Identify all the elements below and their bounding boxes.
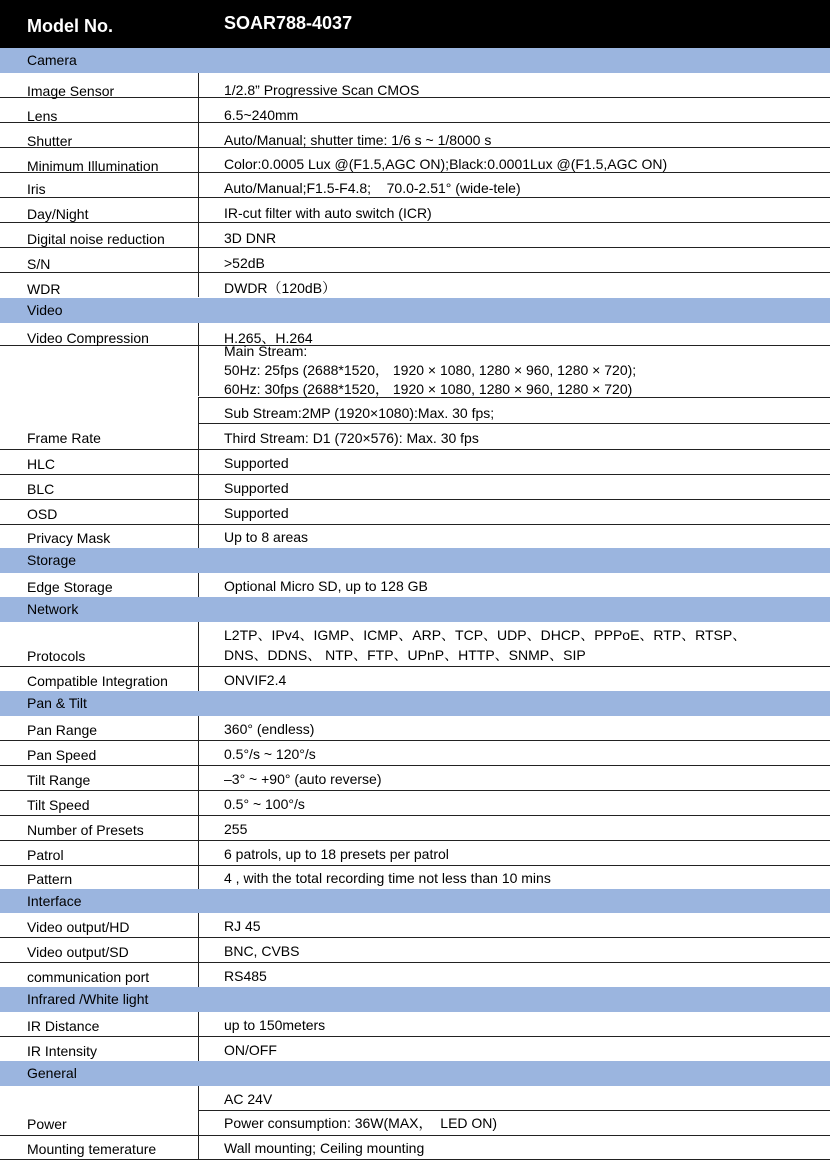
section-title: Interface (27, 893, 82, 909)
section-storage (0, 548, 830, 573)
row-presets (0, 816, 830, 841)
frame-rate-main (224, 342, 636, 399)
spec-value: ONVIF2.4 (224, 672, 287, 688)
protocols-line-2: DNS、DDNS、 NTP、FTP、UPnP、HTTP、SNMP、SIP (224, 647, 586, 663)
spec-value: H.265、H.264 (224, 330, 313, 346)
spec-value: DWDR（120dB） (224, 280, 337, 296)
spec-label: Digital noise reduction (27, 231, 165, 247)
section-title: Infrared /White light (27, 991, 149, 1007)
row-pattern (0, 866, 830, 889)
spec-label: IR Distance (27, 1018, 100, 1034)
row-mounting (0, 1136, 830, 1160)
model-label: Model No. (27, 16, 113, 36)
protocols-value (224, 625, 746, 665)
section-video (0, 298, 830, 323)
spec-value: >52dB (224, 255, 265, 271)
spec-label: Power (27, 1116, 67, 1132)
spec-value: 1/2.8” Progressive Scan CMOS (224, 82, 420, 98)
spec-value: –3° ~ +90° (auto reverse) (224, 771, 382, 787)
section-network (0, 597, 830, 622)
spec-label: OSD (27, 506, 58, 522)
row-pan-range (0, 716, 830, 741)
spec-label: Tilt Speed (27, 797, 90, 813)
spec-label: Number of Presets (27, 822, 144, 838)
row-dnr (0, 223, 830, 248)
section-infrared (0, 987, 830, 1012)
spec-label: Protocols (27, 648, 86, 664)
spec-value: Optional Micro SD, up to 128 GB (224, 578, 428, 594)
power-line-1: AC 24V (224, 1091, 273, 1107)
spec-label: S/N (27, 256, 51, 272)
row-tilt-speed (0, 791, 830, 816)
spec-label: Video output/SD (27, 944, 129, 960)
spec-label: communication port (27, 969, 150, 985)
row-communication-port (0, 963, 830, 987)
row-wdr (0, 273, 830, 297)
spec-value: RJ 45 (224, 918, 261, 934)
spec-label: Frame Rate (27, 430, 101, 446)
spec-value: Auto/Manual;F1.5-F4.8; 70.0-2.51° (wide-tele) (224, 180, 521, 196)
section-title: Pan & Tilt (27, 695, 87, 711)
row-pan-speed (0, 741, 830, 766)
spec-value: RS485 (224, 968, 267, 984)
spec-value: 0.5°/s ~ 120°/s (224, 746, 316, 762)
spec-value: BNC, CVBS (224, 943, 300, 959)
section-title: General (27, 1065, 77, 1081)
spec-label: Video output/HD (27, 919, 130, 935)
sub-stream-divider (198, 423, 830, 424)
row-frame-rate-main (0, 343, 830, 397)
row-protocols (0, 622, 830, 667)
spec-label: Shutter (27, 133, 73, 149)
spec-label: Image Sensor (27, 83, 115, 99)
row-tilt-range (0, 766, 830, 791)
spec-value: Wall mounting; Ceiling mounting (224, 1140, 425, 1156)
main-stream-50hz: 50Hz: 25fps (2688*1520， 1920 × 1080, 1280 × 960, 1280 × 720); (224, 362, 637, 378)
header-bar (0, 0, 830, 48)
row-compatible-integration (0, 667, 830, 691)
spec-label: Minimum Illumination (27, 158, 159, 174)
spec-label: Iris (27, 181, 46, 197)
row-patrol (0, 841, 830, 866)
row-day-night (0, 198, 830, 223)
section-title: Network (27, 601, 79, 617)
section-title: Camera (27, 52, 77, 68)
section-camera (0, 48, 830, 73)
section-general (0, 1061, 830, 1086)
spec-label: Patrol (27, 847, 64, 863)
row-lens (0, 98, 830, 123)
spec-value: Supported (224, 480, 289, 496)
row-ir-distance (0, 1012, 830, 1037)
main-stream-title: Main Stream: (224, 343, 308, 359)
spec-label: Edge Storage (27, 579, 113, 595)
spec-value: 6 patrols, up to 18 presets per patrol (224, 846, 449, 862)
spec-value: ON/OFF (224, 1042, 277, 1058)
spec-label: IR Intensity (27, 1043, 98, 1059)
row-min-illumination (0, 148, 830, 173)
spec-value: IR-cut filter with auto switch (ICR) (224, 205, 432, 221)
spec-value: Supported (224, 455, 289, 471)
spec-value: up to 150meters (224, 1017, 326, 1033)
third-stream: Third Stream: D1 (720×576): Max. 30 fps (224, 430, 479, 446)
row-frame-rate (0, 397, 830, 450)
spec-label: Pan Speed (27, 747, 97, 763)
row-privacy-mask (0, 525, 830, 548)
spec-value: Up to 8 areas (224, 529, 309, 545)
row-hlc (0, 450, 830, 475)
row-video-output-sd (0, 938, 830, 963)
row-power (0, 1086, 830, 1136)
spec-label: Mounting temerature (27, 1141, 157, 1157)
power-line-2: Power consumption: 36W(MAX， LED ON) (224, 1115, 498, 1131)
sub-stream: Sub Stream:2MP (1920×1080):Max. 30 fps; (224, 405, 495, 421)
spec-label: WDR (27, 281, 61, 297)
row-blc (0, 475, 830, 500)
row-video-output-hd (0, 913, 830, 938)
section-interface (0, 889, 830, 913)
row-edge-storage (0, 573, 830, 597)
spec-label: Tilt Range (27, 772, 91, 788)
row-image-sensor (0, 73, 830, 98)
spec-value: Supported (224, 505, 289, 521)
power-divider (198, 1110, 830, 1111)
row-shutter (0, 123, 830, 148)
spec-label: Pan Range (27, 722, 98, 738)
main-stream-60hz: 60Hz: 30fps (2688*1520， 1920 × 1080, 1280 × 960, 1280 × 720) (224, 381, 633, 397)
section-title: Video (27, 302, 63, 318)
spec-value: 255 (224, 821, 248, 837)
spec-label: Compatible Integration (27, 673, 168, 689)
spec-value: 6.5~240mm (224, 107, 299, 123)
spec-label: Video Compression (27, 330, 149, 346)
model-value: SOAR788-4037 (224, 13, 353, 33)
spec-label: Lens (27, 108, 58, 124)
row-sn (0, 248, 830, 273)
spec-label: BLC (27, 481, 55, 497)
spec-label: Day/Night (27, 206, 89, 222)
row-ir-intensity (0, 1037, 830, 1061)
row-iris (0, 173, 830, 198)
spec-value: 4 , with the total recording time not less than 10 mins (224, 870, 551, 886)
spec-value: Auto/Manual; shutter time: 1/6 s ~ 1/8000 s (224, 132, 492, 148)
protocols-line-1: L2TP、IPv4、IGMP、ICMP、ARP、TCP、UDP、DHCP、PPPoE、RTP、RTSP、 (224, 627, 747, 643)
spec-label: Privacy Mask (27, 530, 111, 546)
spec-label: Pattern (27, 871, 73, 887)
spec-value: 3D DNR (224, 230, 277, 246)
spec-value: Color:0.0005 Lux @(F1.5,AGC ON);Black:0.0001Lux @(F1.5,AGC ON) (224, 156, 668, 172)
spec-value: 0.5° ~ 100°/s (224, 796, 305, 812)
spec-value: 360° (endless) (224, 721, 315, 737)
section-title: Storage (27, 552, 77, 568)
spec-label: HLC (27, 456, 56, 472)
row-osd (0, 500, 830, 525)
section-pan-tilt (0, 691, 830, 716)
